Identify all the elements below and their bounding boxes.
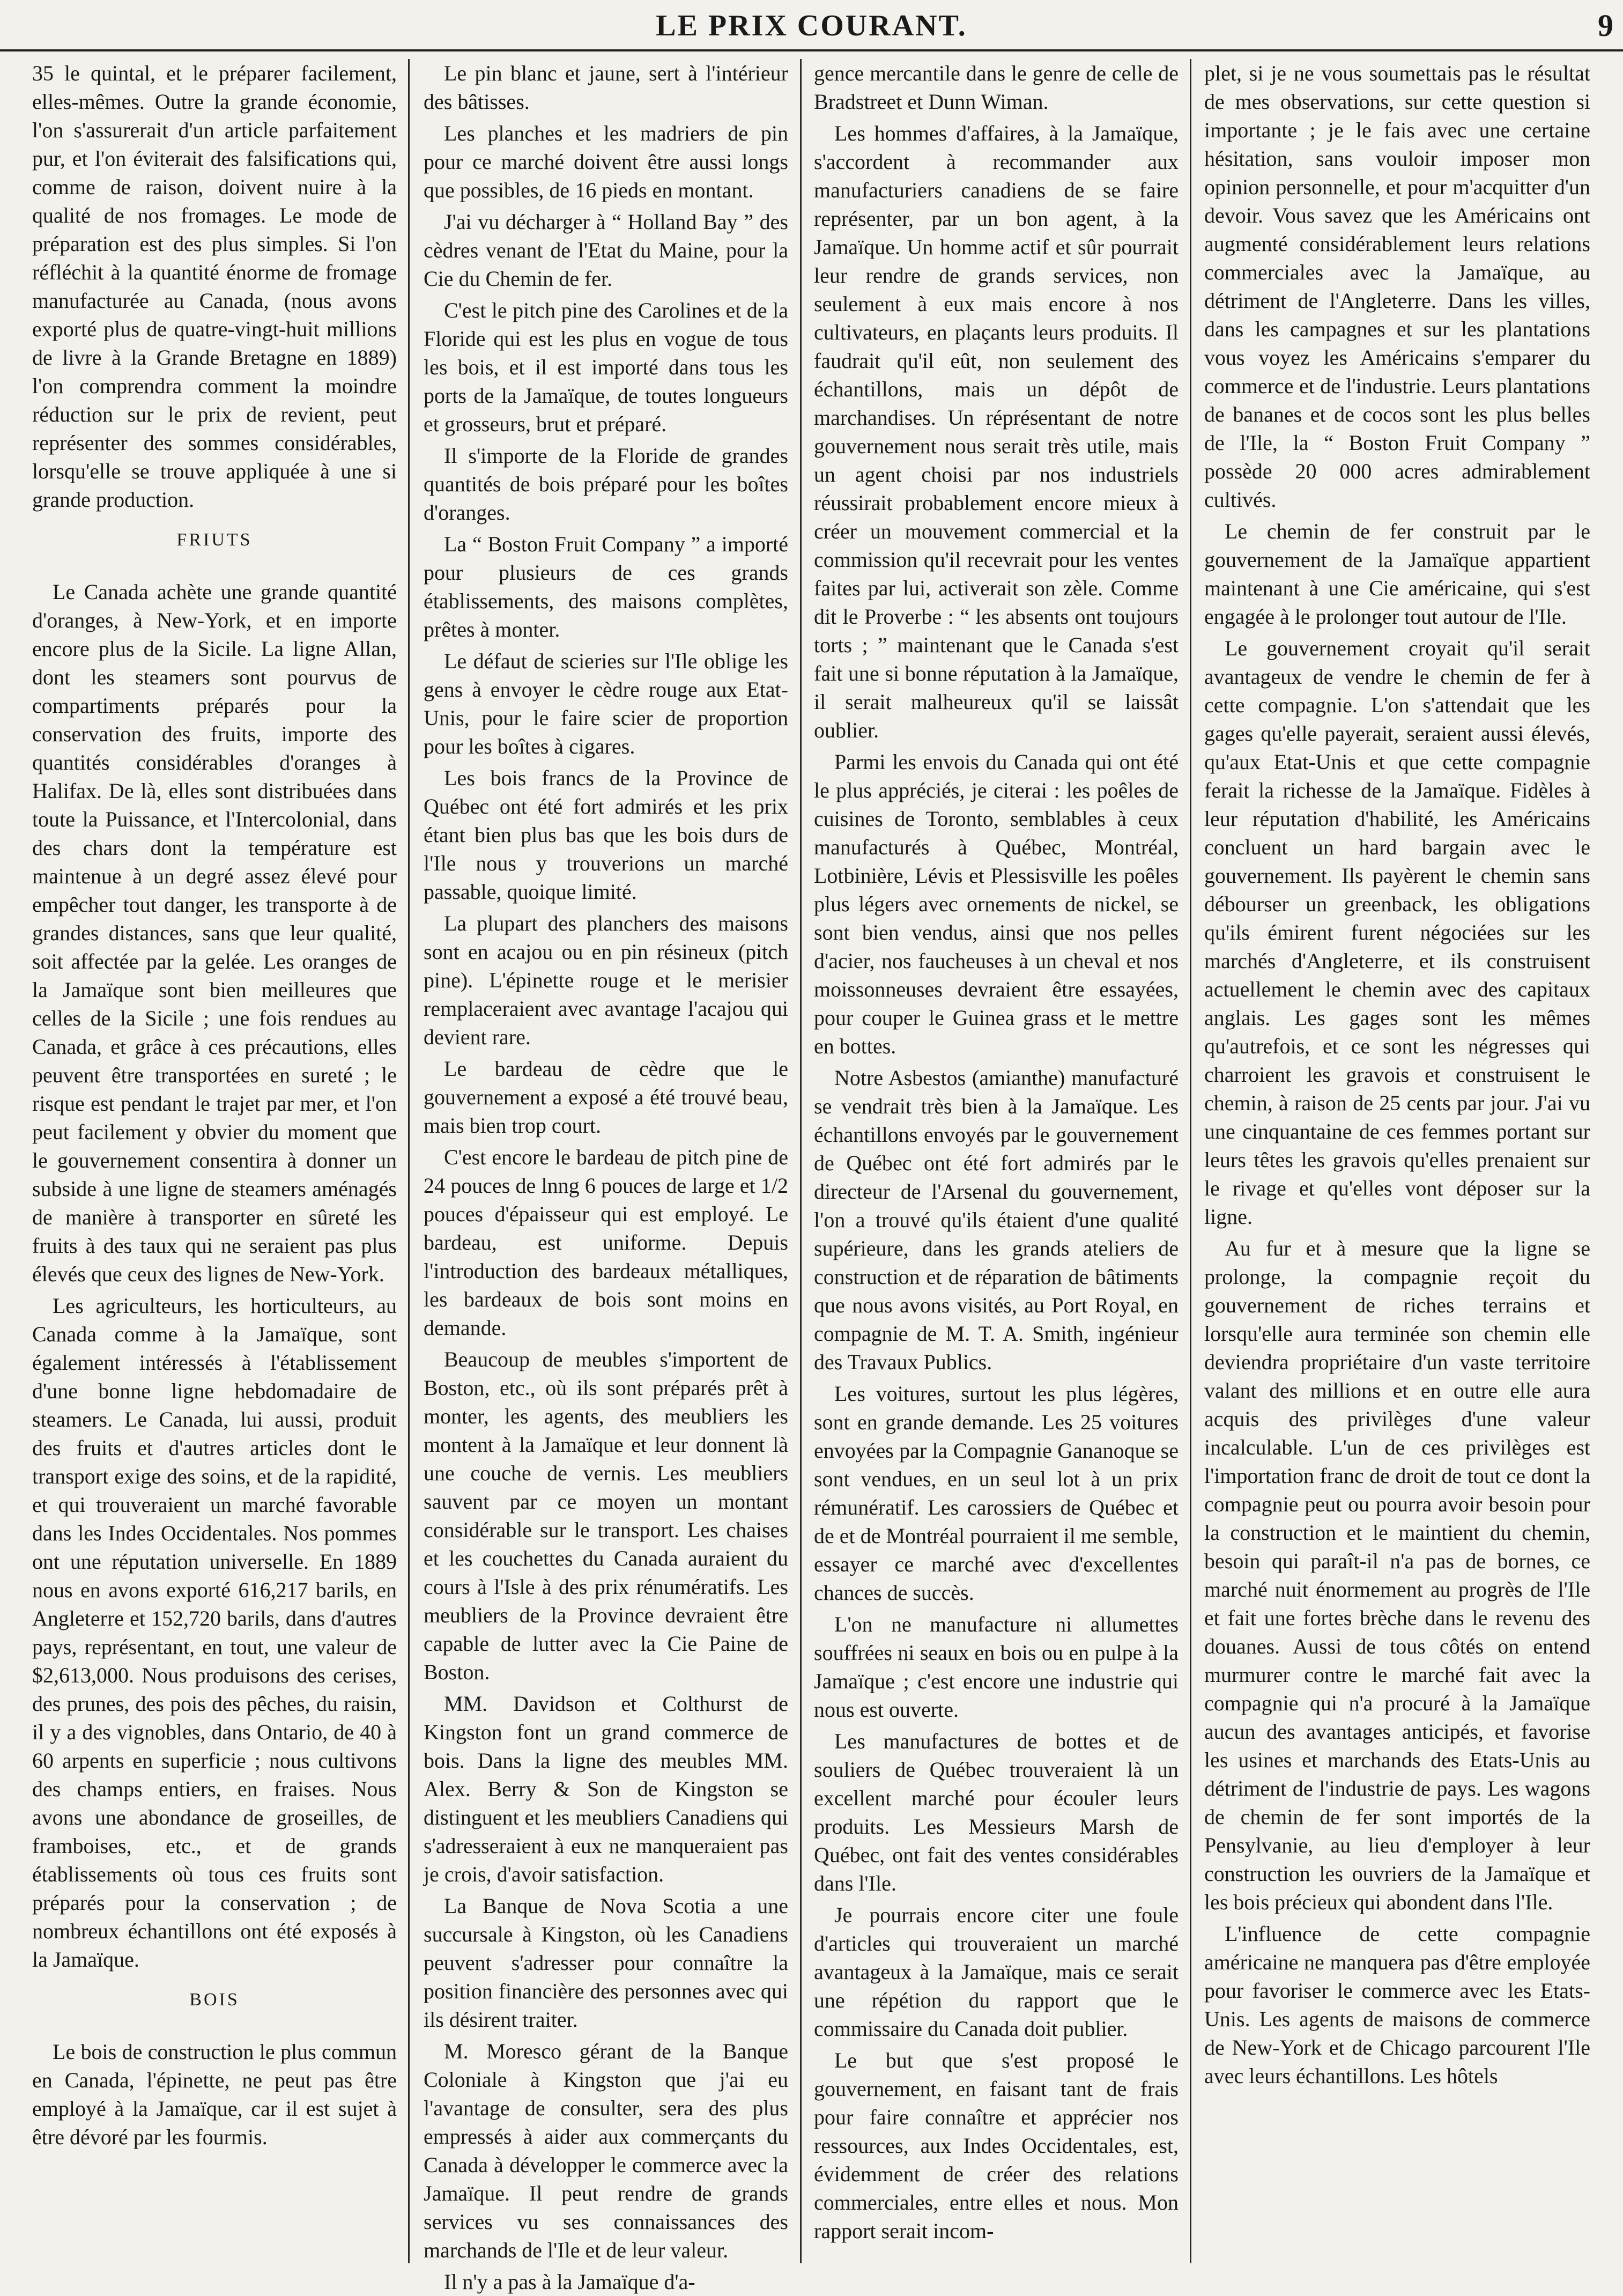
paragraph: Il n'y a pas à la Jamaïque d'a- (444, 2270, 695, 2294)
paragraph: C'est encore le bardeau de pitch pine de 24 pouces de lnng 6 pouces de large et 1/2 pouces d'épaisseur qui est employé. Le bardeau, est uniforme. Depuis l'introduction des bardeaux métalliques, les bardeaux de bois sont moins en demande. (424, 1145, 788, 1340)
paragraph: Au fur et à mesure que la ligne se prolonge, la compagnie reçoit du gouvernement de riches terrains et lorsqu'elle aura terminée son chemin elle deviendra propriétaire d'un vaste territoire valant des millions et en outre elle aura acquis des privilèges d'une valeur incalculable. L'un de ces privilèges est l'importation franc de droit de tout ce dont la compagnie peut ou pourra avoir besoin pour la construction et le maintient du chemin, besoin qui paraît-il n'a pas de bornes, ce marché nuit énormement au progrès de l'Ile et fait une fortes brèche dans le revenu des douanes. Aussi de tous côtés on entend murmurer contre le marché fait avec la compagnie qui n'a procuré à la Jamaïque aucun des avantages anticipés, et favorise les usines et marchands des Etats-Unis au détriment de l'industrie de pays. Les wagons de chemin de fer sont importés de la Pensylvanie, au lieu d'employer à leur construction les ouvriers de la Jamaïque et les bois précieux qui abondent dans l'Ile. (1204, 1236, 1590, 1914)
section-heading-fruits: FRIUTS (176, 530, 253, 550)
column-rule (1190, 59, 1191, 2263)
column-rule (800, 59, 802, 2263)
paragraph: La “ Boston Fruit Company ” a importé pour plusieurs de ces grands établissements, des maisons complètes, prêtes à monter. (424, 532, 788, 641)
section-heading-bois: BOIS (189, 1990, 240, 2010)
paragraph: La plupart des planchers des maisons sont en acajou ou en pin résineux (pitch pine). L'épinette rouge et le merisier remplaceraient avec avantage l'acajou qui devient rare. (424, 911, 788, 1049)
column-2 (424, 59, 788, 2294)
paragraph: Le pin blanc et jaune, sert à l'intérieur des bâtisses. (424, 61, 788, 114)
page-number: 9 (1598, 8, 1613, 43)
column-1 (32, 59, 397, 2269)
paragraph: Il s'importe de la Floride de grandes quantités de bois préparé pour les boîtes d'oranges. (424, 444, 788, 525)
paragraph: M. Moresco gérant de la Banque Coloniale à Kingston que j'ai eu l'avantage de consulter, sera des plus empressés à aider aux commerçants du Canada à développer le commerce avec la Jamaïque. Il peut rendre de grands services vu ses connaissances des marchands de l'Ile et de leur valeur. (424, 2039, 788, 2262)
paragraph: C'est le pitch pine des Carolines et de la Floride qui est les plus en vogue de tous les bois, et il est importé dans tous les ports de la Jamaïque, de toutes longueurs et grosseurs, brut et préparé. (424, 298, 788, 436)
paragraph: Les planches et les madriers de pin pour ce marché doivent être aussi longs que possibles, de 16 pieds en montant. (424, 121, 788, 202)
paragraph: Notre Asbestos (amianthe) manufacturé se vendrait très bien à la Jamaïque. Les échantillons envoyés par le gouvernement de Québec ont été fort admirés par le directeur de l'Arsenal du gouvernement, l'on a trouvé qu'ils étaient d'une qualité supérieure, dans les grands ateliers de construction et de réparation de bâtiments que nous avons visités, au Port Royal, en compagnie de M. T. A. Smith, ingénieur des Travaux Publics. (814, 1066, 1179, 1374)
paragraph: Beaucoup de meubles s'importent de Boston, etc., où ils sont préparés prêt à monter, les agents, des meubliers les montent à la Jamaïque et leur donnent là une couche de vernis. Les meubliers sauvent par ce moyen un montant considérable sur le transport. Les chaises et les couchettes du Canada auraient du cours à l'Isle à des prix rénumératifs. Les meubliers de la Province devraient être capable de lutter avec la Cie Paine de Boston. (424, 1347, 788, 1684)
paragraph: Les manufactures de bottes et de souliers de Québec trouveraient là un excellent marché pour écouler leurs produits. Les Messieurs Marsh de Québec, ont fait des ventes considérables dans l'Ile. (814, 1729, 1179, 1895)
paragraph: gence mercantile dans le genre de celle de Bradstreet et Dunn Wiman. (814, 61, 1179, 114)
paragraph: Le but que s'est proposé le gouvernement, en faisant tant de frais pour faire connaître et apprécier nos ressources, aux Indes Occidentales, est, évidemment de créer des relations commerciales, entre elles et nous. Mon rapport serait incom- (814, 2048, 1179, 2243)
paragraph: Les agriculteurs, les horticulteurs, au Canada comme à la Jamaïque, sont également intéressés à l'établissement d'une bonne ligne hebdomadaire de steamers. Le Canada, lui aussi, produit des fruits et d'autres articles dont le transport exige des soins, et de la rapidité, et qui trouveraient un marché favorable dans les Indes Occidentales. Nos pommes ont une réputation universelle. En 1889 nous en avons exporté 616,217 barils, en Angleterre et 152,720 barils, dans d'autres pays, représentant, en tout, une valeur de $2,613,000. Nous produisons des cerises, des prunes, des pois des pêches, du raisin, il y a des vignobles, dans Ontario, de 40 à 60 arpents en superficie ; nous cultivons des champs entiers, en fraises. Nous avons une abondance de groseilles, de framboises, etc., et de grands établissements où tous ces fruits sont préparés pour la conservation ; de nombreux échantillons ont été exposés à la Jamaïque. (32, 1294, 397, 1972)
paragraph: Les hommes d'affaires, à la Jamaïque, s'accordent à recommander aux manufacturiers canadiens de se faire représenter, par un bon agent, à la Jamaïque. Un homme actif et sûr pourrait leur rendre de grands services, non seulement à eux mais encore à nos cultivateurs, en plaçants leurs produits. Il faudrait qu'il eût, non seulement des échantillons, mais un dépôt de marchandises. Un réprésentant de notre gouvernement nous serait très utile, mais un agent choisi par nos industriels réussirait probablement encore mieux à créer un mouvement commercial et la commission qu'il recevrait pour les ventes faites par lui, activerait son zèle. Comme dit le Proverbe : “ les absents ont toujours torts ; ” maintenant que le Canada s'est fait une si bonne réputation à la Jamaïque, il serait malheureux qu'il se laissât oublier. (814, 121, 1179, 742)
column-rule (408, 59, 410, 2263)
paragraph: Le bois de construction le plus commun en Canada, l'épinette, ne peut pas être employé à la Jamaïque, car il est sujet à être dévoré par les fourmis. (32, 2040, 397, 2149)
paragraph: L'influence de cette compagnie américaine ne manquera pas d'être employée pour favoriser le commerce avec les Etats-Unis. Les agents de maisons de commerce de New-York et de Chicago parcourent l'Ile avec leurs échantillons. Les hôtels (1204, 1922, 1590, 2088)
paragraph: Le bardeau de cèdre que le gouvernement a exposé a été trouvé beau, mais bien trop court. (424, 1057, 788, 1138)
paragraph: Le chemin de fer construit par le gouvernement de la Jamaïque appartient maintenant à une Cie américaine, qui s'est engagée à le prolonger tout autour de l'Ile. (1204, 519, 1590, 629)
paragraph: La Banque de Nova Scotia a une succursale à Kingston, où les Canadiens peuvent s'adresser pour connaître la position financière des personnes avec qui ils désirent traiter. (424, 1894, 788, 2032)
column-3 (814, 59, 1179, 2269)
page-header (0, 0, 1623, 51)
paragraph: 35 le quintal, et le préparer facilement, elles-mêmes. Outre la grande économie, l'on s'assurerait d'un article parfaitement pur, et l'on éviterait des falsifications qui, comme de raison, doivent nuire à la qualité de nos fromages. Le mode de préparation est des plus simples. Si l'on réfléchit à la quantité énorme de fromage manufacturée au Canada, (nous avons exporté plus de quatre-vingt-huit millions de livre à la Grande Bretagne en 1889) l'on comprendra comment la moindre réduction sur le prix de revient, peut représenter des sommes considérables, lorsqu'elle se trouve appliquée à une si grande production. (32, 61, 397, 512)
paragraph: J'ai vu décharger à “ Holland Bay ” des cèdres venant de l'Etat du Maine, pour la Cie du Chemin de fer. (424, 210, 788, 291)
paragraph: Les bois francs de la Province de Québec ont été fort admirés et les prix étant bien plus bas que les bois durs de l'Ile nous y trouverions un marché passable, quoique limité. (424, 766, 788, 904)
paragraph: Le gouvernement croyait qu'il serait avantageux de vendre le chemin de fer à cette compagnie. L'on s'attendait que les gages qu'elle payerait, seraient aussi élevés, qu'aux Etat-Unis et que cette compagnie ferait la richesse de la Jamaïque. Fidèles à leur réputation d'habilité, les Américains concluent un hard bargain avec le gouvernement. Ils payèrent le chemin sans débourser un greenback, les obligations qu'ils émirent furent négociées sur les marchés d'Angleterre, et ils construisent actuellement le chemin avec des capitaux anglais. Les gages sont les mêmes qu'autrefois, et ce sont les négresses qui charroient les gravois et construisent le chemin, à raison de 25 cents par jour. J'ai vu une cinquantaine de ces femmes portant sur leurs têtes les gravois qu'elles prenaient sur le rivage et qu'elles vont déposer sur la ligne. (1204, 636, 1590, 1229)
paragraph: Je pourrais encore citer une foule d'articles qui trouveraient un marché avantageux à la Jamaïque, mais ce serait une répétion du rapport que le commissaire du Canada doit publier. (814, 1903, 1179, 2041)
paragraph: Les voitures, surtout les plus légères, sont en grande demande. Les 25 voitures envoyées par la Compagnie Gananoque se sont vendues, en un seul lot à un prix rémunératif. Les carossiers de Québec et de et de Montréal pourraient il me semble, essayer ce marché avec d'excellentes chances de succès. (814, 1382, 1179, 1605)
column-4 (1204, 59, 1590, 2269)
newspaper-title: LE PRIX COURANT. (656, 9, 967, 42)
paragraph: Parmi les envois du Canada qui ont été le plus appréciés, je citerai : les poêles de cuisines de Toronto, semblables à ceux manufacturés à Québec, Montréal, Lotbinière, Lévis et Plessisville les poêles plus légers avec ornements de nickel, se sont bien vendus, ainsi que nos pelles d'acier, nos faucheuses à un cheval et nos moissonneuses devraient être essayées, pour couper le Guinea grass et le mettre en bottes. (814, 750, 1179, 1058)
paragraph: Le Canada achète une grande quantité d'oranges, à New-York, et en importe encore plus de la Sicile. La ligne Allan, dont les steamers sont pourvus de compartiments préparés pour la conservation des fruits, importe des quantités considérables d'oranges à Halifax. De là, elles sont distribuées dans toute la Puissance, et l'Intercolonial, dans des chars dont la température est maintenue à un degré assez élevé pour empêcher tout danger, les transporte à de grandes distances, sans que leur qualité, soit affectée par la gelée. Les oranges de la Jamaïque sont bien meilleures que celles de la Sicile ; une fois rendues au Canada, et grâce à ces précautions, elles peuvent être transportées en sureté ; le risque est pendant le trajet par mer, et l'on peut facilement y obvier du moment que le gouvernement consentira à donner un subside à une ligne de steamers aménagés de manière à transporter en sûreté les fruits à des taux qui ne seraient pas plus élevés que ceux des lignes de New-York. (32, 580, 397, 1286)
paragraph: plet, si je ne vous soumettais pas le résultat de mes observations, sur cette question si importante ; je le fais avec une certaine hésitation, sans vouloir imposer mon opinion personnelle, et pour m'acquitter d'un devoir. Vous savez que les Américains ont augmenté considérablement leurs relations commerciales avec la Jamaïque, au détriment de l'Angleterre. Dans les villes, dans les campagnes et sur les plantations vous voyez les Américains s'emparer du commerce et de l'industrie. Leurs plantations de bananes et de cocos sont les plus belles de l'Ile, la “ Boston Fruit Company ” possède 20 000 acres admirablement cultivés. (1204, 61, 1590, 512)
paragraph: L'on ne manufacture ni allumettes souffrées ni seaux en bois ou en pulpe à la Jamaïque ; c'est encore une industrie qui nous est ouverte. (814, 1612, 1179, 1722)
paragraph: Le défaut de scieries sur l'Ile oblige les gens à envoyer le cèdre rouge aux Etat-Unis, pour le faire scier de proportion pour les boîtes à cigares. (424, 649, 788, 758)
paragraph: MM. Davidson et Colthurst de Kingston font un grand commerce de bois. Dans la ligne des meubles MM. Alex. Berry & Son de Kingston se distinguent et les meubliers Canadiens qui s'adresseraient à eux ne manqueraient pas je crois, d'avoir satisfaction. (424, 1692, 788, 1886)
